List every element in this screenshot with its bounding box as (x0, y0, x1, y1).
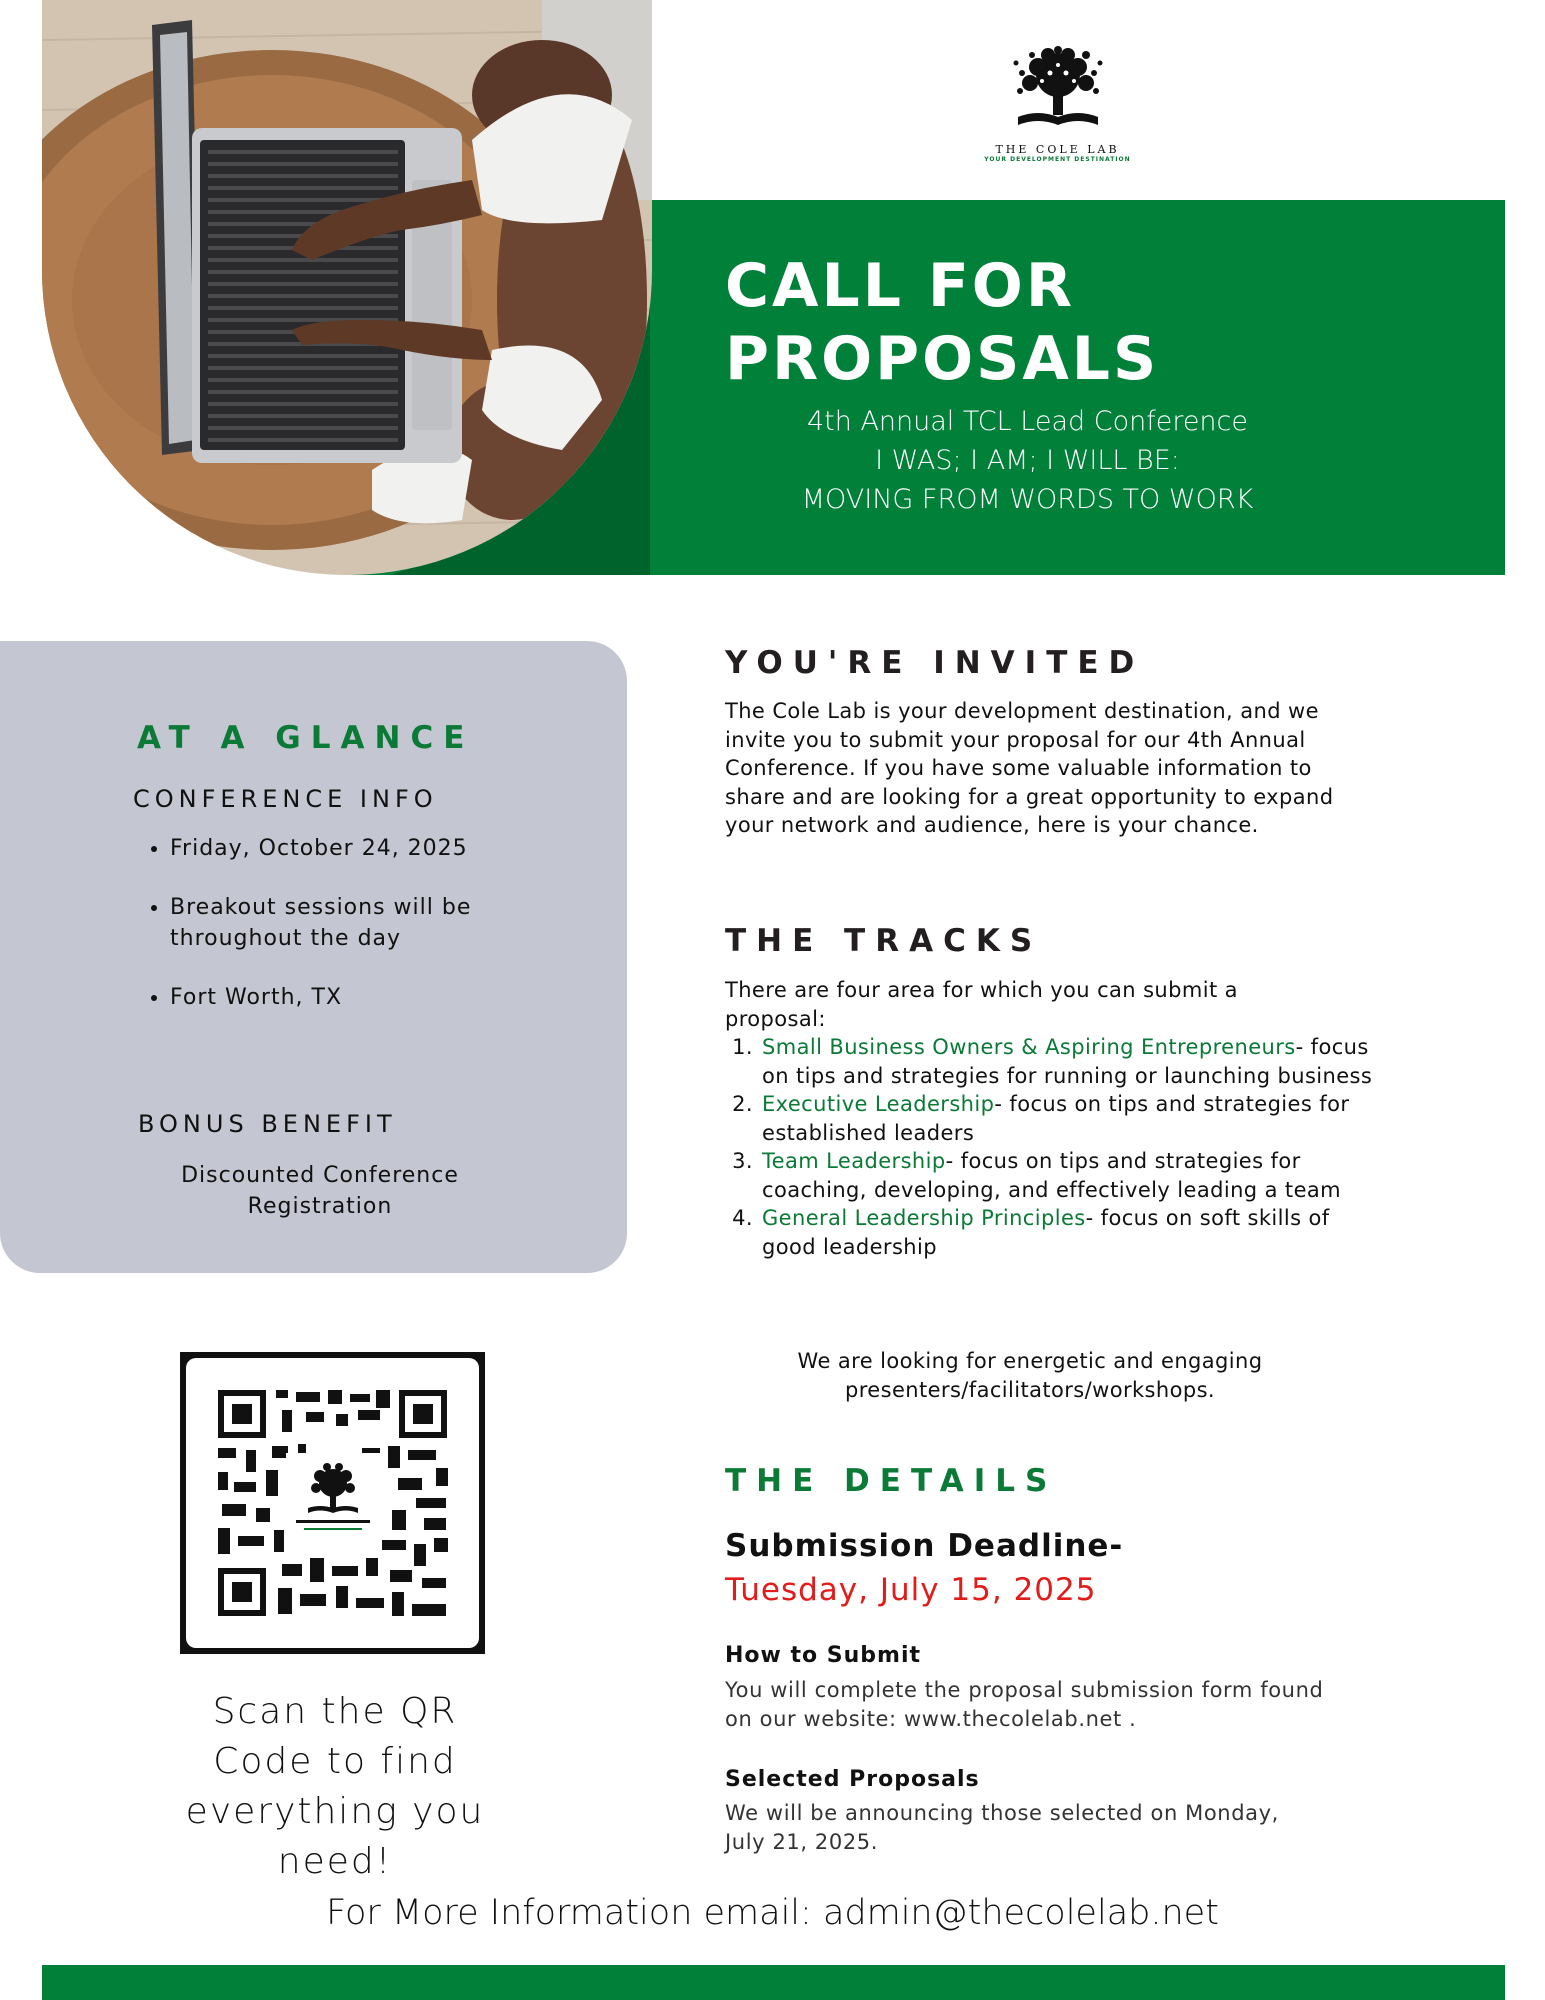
track-item (760, 1204, 1380, 1261)
track-desc: - focus on tips and strategies for coaching, developing, and effectively leading a team (762, 1149, 1342, 1202)
subtitle-line: MOVING FROM WORDS TO WORK (801, 484, 1254, 515)
list-item: • Friday, October 24, 2025 (170, 833, 570, 864)
subtitle-line: I WAS; I AM; I WILL BE: (875, 445, 1180, 476)
list-item: • Fort Worth, TX (170, 982, 570, 1013)
tracks-intro: There are four area for which you can submit a proposal: (725, 978, 1238, 1031)
logo-tagline: YOUR DEVELOPMENT DESTINATION (984, 156, 1131, 163)
bonus-benefit-text: Discounted Conference Registration (181, 1163, 459, 1219)
track-desc: - focus on tips and strategies for established leaders (762, 1092, 1350, 1145)
title-line-1: CALL FOR (725, 251, 1076, 321)
deadline-label: Submission Deadline- (725, 1528, 1124, 1564)
glance-heading: AT A GLANCE (137, 720, 475, 756)
conference-info-heading: CONFERENCE INFO (133, 785, 438, 813)
track-item (760, 1090, 1380, 1147)
track-name: Team Leadership (762, 1149, 946, 1173)
conference-subtitle (745, 402, 1310, 519)
scan-qr-instruction: Scan the QR Code to find everything you need! (185, 1691, 485, 1882)
track-name: General Leadership Principles (762, 1206, 1086, 1230)
selected-proposals-heading: Selected Proposals (725, 1767, 980, 1792)
how-to-submit-heading: How to Submit (725, 1643, 922, 1668)
deadline-date: Tuesday, July 15, 2025 (725, 1572, 1097, 1608)
track-item (760, 1147, 1380, 1204)
invited-text: The Cole Lab is your development destination, and we invite you to submit your proposal for our 4th Annual Conference. If you have some valuable information to share and are looking for a great opportunity to expand your network and audience, here is your chance. (725, 699, 1334, 837)
looking-for-text: We are looking for energetic and engaging presenters/facilitators/workshops. (797, 1349, 1263, 1402)
title-line-2: PROPOSALS (725, 324, 1160, 394)
invited-heading: YOU'RE INVITED (725, 645, 1145, 681)
cole-lab-logo (975, 45, 1140, 163)
details-heading: THE DETAILS (725, 1463, 1058, 1499)
page-title (725, 250, 1159, 396)
conference-info-list (135, 833, 570, 1041)
track-desc: - focus on tips and strategies for running or launching business (762, 1035, 1373, 1088)
how-to-submit-text: You will complete the proposal submission form found on our website: www.thecolelab.net . (725, 1678, 1324, 1731)
qr-code-image (186, 1358, 479, 1648)
selected-proposals-text: We will be announcing those selected on Monday, July 21, 2025. (725, 1801, 1279, 1854)
qr-code[interactable] (180, 1352, 485, 1654)
list-item: • Breakout sessions will be throughout the day (170, 892, 570, 954)
track-item (760, 1033, 1380, 1090)
tracks-heading: THE TRACKS (725, 923, 1043, 959)
tree-book-icon (1008, 45, 1108, 137)
track-name: Executive Leadership (762, 1092, 995, 1116)
tracks-list (725, 1033, 1380, 1261)
track-desc: - focus on soft skills of good leadership (762, 1206, 1330, 1259)
footer-contact-email[interactable]: For More Information email: admin@thecolelab.net (326, 1893, 1219, 1933)
footer-green-bar (42, 1965, 1505, 2000)
bonus-benefit-heading: BONUS BENEFIT (138, 1110, 397, 1138)
subtitle-line: 4th Annual TCL Lead Conference (806, 406, 1249, 437)
track-name: Small Business Owners & Aspiring Entrepreneurs (762, 1035, 1296, 1059)
logo-name: THE COLE LAB (995, 143, 1120, 156)
